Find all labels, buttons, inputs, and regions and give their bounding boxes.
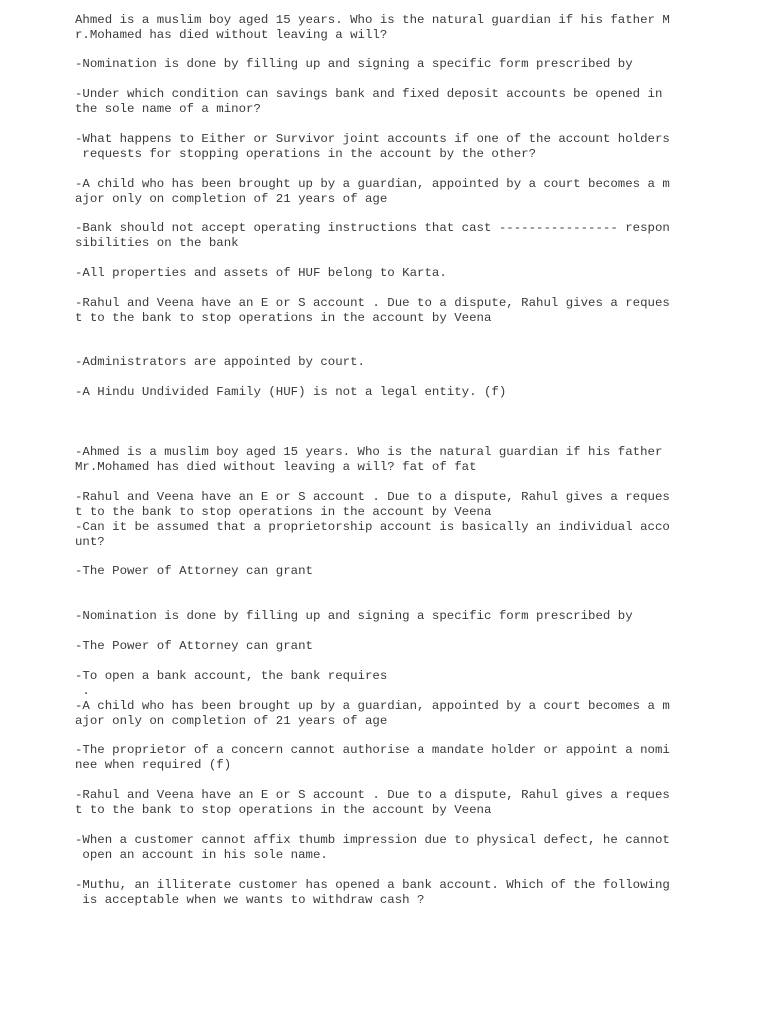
text-line: sibilities on the bank [75,236,239,250]
text-line: -Rahul and Veena have an E or S account . Due to a dispute, Rahul gives a reques [75,296,670,310]
text-line: -Muthu, an illiterate customer has opened a bank account. Which of the following [75,878,670,892]
text-line: is acceptable when we wants to withdraw cash ? [75,893,425,907]
text-line: -The Power of Attorney can grant [75,564,313,578]
text-line: unt? [75,535,105,549]
text-line: -What happens to Either or Survivor joint accounts if one of the account holders [75,132,670,146]
text-line: -A child who has been brought up by a guardian, appointed by a court becomes a m [75,699,670,713]
text-line: -Bank should not accept operating instructions that cast ---------------- respon [75,221,670,235]
text-line: -The proprietor of a concern cannot authorise a mandate holder or appoint a nomi [75,743,670,757]
text-line: -Nomination is done by filling up and signing a specific form prescribed by [75,57,633,71]
text-line: -The Power of Attorney can grant [75,639,313,653]
text-line: -When a customer cannot affix thumb impression due to physical defect, he cannot [75,833,670,847]
text-line: r.Mohamed has died without leaving a will? [75,28,388,42]
text-line: Ahmed is a muslim boy aged 15 years. Who is the natural guardian if his father M [75,13,670,27]
text-line: -Ahmed is a muslim boy aged 15 years. Who is the natural guardian if his father [75,445,663,459]
text-line: t to the bank to stop operations in the account by Veena [75,505,492,519]
text-line: -Under which condition can savings bank and fixed deposit accounts be opened in [75,87,663,101]
text-line: ajor only on completion of 21 years of age [75,192,388,206]
text-line: ajor only on completion of 21 years of age [75,714,388,728]
text-line: the sole name of a minor? [75,102,261,116]
text-line: open an account in his sole name. [75,848,328,862]
text-line: -All properties and assets of HUF belong to Karta. [75,266,447,280]
text-line: . [75,684,90,698]
text-line: -Rahul and Veena have an E or S account . Due to a dispute, Rahul gives a reques [75,788,670,802]
text-line: -Rahul and Veena have an E or S account . Due to a dispute, Rahul gives a reques [75,490,670,504]
text-line: t to the bank to stop operations in the account by Veena [75,311,492,325]
text-line: -A child who has been brought up by a guardian, appointed by a court becomes a m [75,177,670,191]
text-line: Mr.Mohamed has died without leaving a will? fat of fat [75,460,477,474]
text-line: t to the bank to stop operations in the account by Veena [75,803,492,817]
text-line: -To open a bank account, the bank requires [75,669,388,683]
text-line: -A Hindu Undivided Family (HUF) is not a legal entity. (f) [75,385,507,399]
text-line: -Can it be assumed that a proprietorship account is basically an individual acco [75,520,670,534]
text-line: nee when required (f) [75,758,232,772]
text-line: requests for stopping operations in the account by the other? [75,147,537,161]
text-line: -Nomination is done by filling up and signing a specific form prescribed by [75,609,633,623]
text-line: -Administrators are appointed by court. [75,355,365,369]
